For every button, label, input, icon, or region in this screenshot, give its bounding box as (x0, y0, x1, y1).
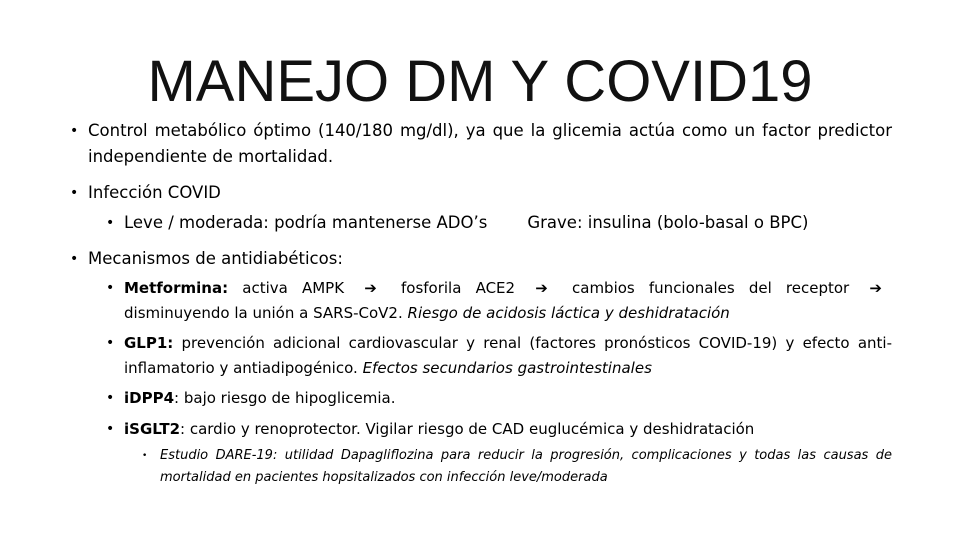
slide-body (70, 118, 892, 489)
infeccion-text: Infección COVID (88, 183, 221, 202)
arrow-icon: ➔ (869, 279, 882, 297)
isglt2-label: iSGLT2 (124, 419, 181, 438)
glp1-effects: Efectos secundarios gastrointestinales (362, 358, 652, 377)
sub-bullet-isglt2 (70, 417, 892, 442)
idpp4-text: : bajo riesgo de hipoglicemia. (174, 389, 396, 407)
arrow-icon: ➔ (535, 279, 548, 297)
bullet-mecanismos (70, 246, 892, 272)
metformina-step3: cambios funcionales del receptor (572, 279, 850, 297)
arrow-icon: ➔ (364, 279, 377, 297)
glp1-label: GLP1: (124, 334, 174, 352)
bullet-dot: • (70, 123, 79, 139)
bullet-dot: • (106, 335, 115, 351)
metformina-label: Metformina: (124, 279, 229, 297)
sub-bullet-metformina (70, 276, 892, 325)
bullet-dot: • (106, 215, 115, 231)
bullet-dot: • (70, 251, 79, 267)
isglt2-text: : cardio y renoprotector. Vigilar riesgo de CAD euglucémica y deshidratación (180, 419, 755, 438)
glp1-text: prevención adicional cardiovascular y renal (factores pronósticos COVID-19) y efecto anti-inflamatorio y antiadipogénico. (124, 334, 892, 377)
leve-text: Leve / moderada: podría mantenerse ADO’s (124, 213, 488, 232)
sub-bullet-severidad (70, 210, 892, 236)
sub-bullet-glp1 (70, 331, 892, 380)
sub-sub-bullet-dare19 (70, 445, 892, 489)
bullet-dot: • (106, 420, 115, 437)
control-text: Control metabólico óptimo (140/180 mg/dl), ya que la glicemia actúa como un factor predictor independiente de mortalidad. (88, 121, 892, 166)
metformina-risk: Riesgo de acidosis láctica y deshidratación (407, 303, 730, 322)
bullet-dot: • (106, 280, 115, 296)
bullet-dot: • (106, 390, 115, 406)
idpp4-label: iDPP4 (124, 389, 175, 407)
bullet-infeccion (70, 180, 892, 206)
dare19-text: Estudio DARE-19: utilidad Dapagliflozina para reducir la progresión, complicaciones y todas las causas de mortalidad en pacientes hopsitalizados con infección leve/moderada (160, 448, 892, 485)
bullet-dot: • (142, 451, 148, 461)
mecanismos-text: Mecanismos de antidiabéticos: (88, 249, 343, 268)
sub-bullet-idpp4 (70, 386, 892, 411)
grave-text: Grave: insulina (bolo-basal o BPC) (527, 213, 809, 232)
metformina-step1: activa AMPK (242, 279, 345, 297)
metformina-step2: fosforila ACE2 (400, 279, 516, 297)
metformina-step4: disminuyendo la unión a SARS-CoV2. (124, 303, 403, 322)
bullet-dot: • (70, 185, 79, 201)
bullet-control-metabolico (70, 118, 892, 170)
slide-title: MANEJO DM Y COVID19 (147, 49, 813, 114)
